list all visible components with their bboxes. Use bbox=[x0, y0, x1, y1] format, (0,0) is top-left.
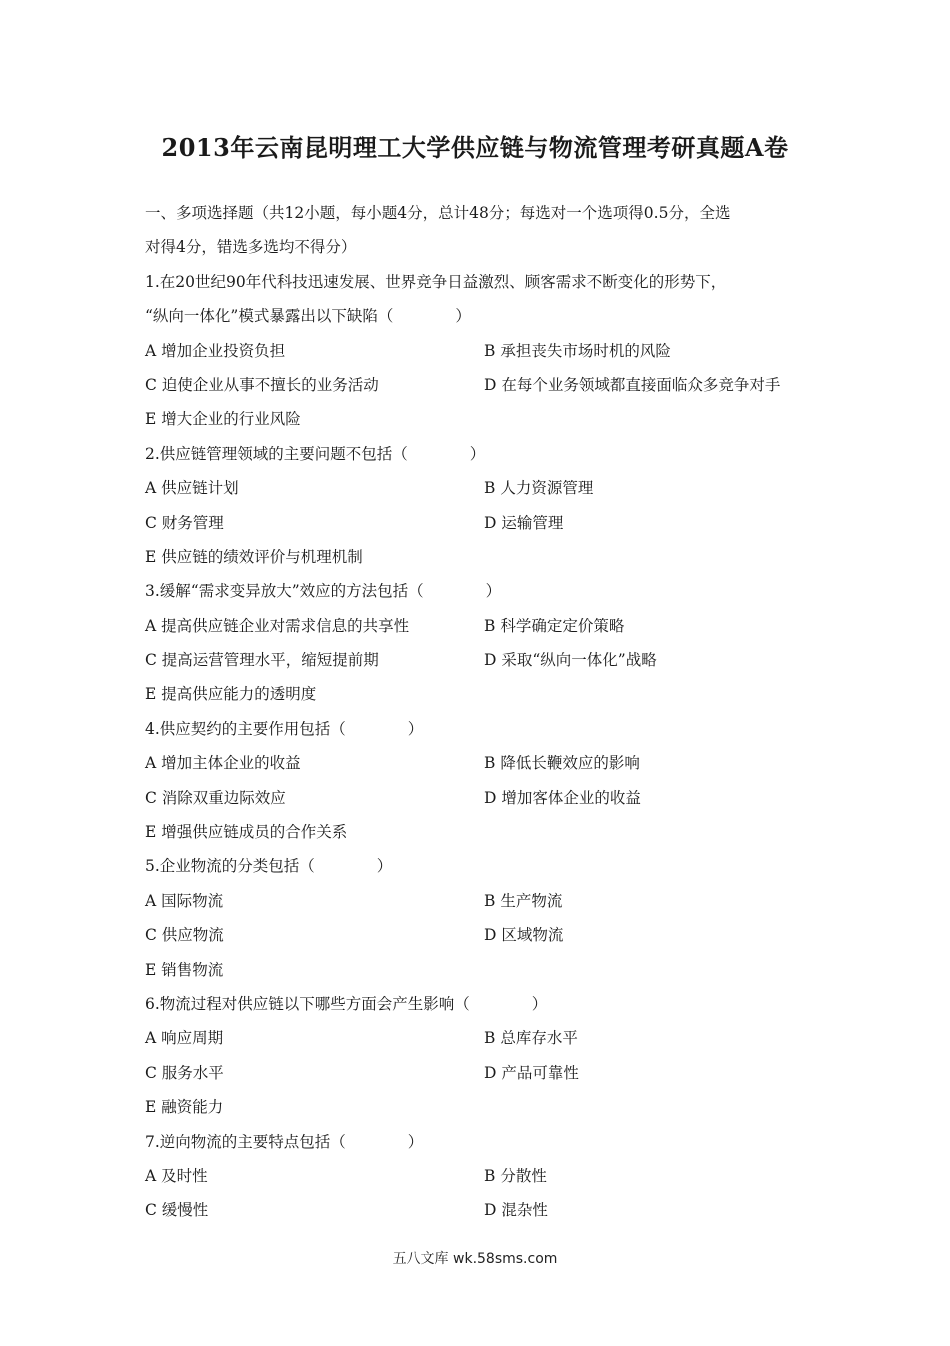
option-a: A 增加主体企业的收益 bbox=[145, 754, 301, 773]
option-a: A 供应链计划 bbox=[145, 479, 239, 498]
option-e: E 融资能力 bbox=[145, 1098, 224, 1117]
question-1-stem-cont: “纵向一体化”模式暴露出以下缺陷（ ） bbox=[145, 307, 471, 326]
question-6-options-ab bbox=[145, 1021, 810, 1055]
question-6-stem: 6.物流过程对供应链以下哪些方面会产生影响（ ） bbox=[145, 994, 548, 1013]
option-b: B 生产物流 bbox=[484, 891, 563, 910]
question-3-options-ab bbox=[145, 609, 810, 643]
option-b: B 分散性 bbox=[484, 1166, 547, 1185]
option-d: D 在每个业务领域都直接面临众多竞争对手 bbox=[484, 375, 781, 394]
question-5-options-ab bbox=[145, 884, 810, 918]
option-b: B 降低长鞭效应的影响 bbox=[484, 754, 640, 773]
option-d: D 混杂性 bbox=[484, 1201, 548, 1220]
option-b: B 科学确定定价策略 bbox=[484, 616, 625, 635]
option-e: E 销售物流 bbox=[145, 960, 224, 979]
option-b: B 总库存水平 bbox=[484, 1029, 578, 1048]
option-b: B 承担丧失市场时机的风险 bbox=[484, 341, 671, 360]
question-5-options-cd bbox=[145, 918, 810, 952]
option-a: A 及时性 bbox=[145, 1166, 208, 1185]
option-c: C 迫使企业从事不擅长的业务活动 bbox=[145, 375, 379, 394]
question-1-stem: 1.在20世纪90年代科技迅速发展、世界竞争日益激烈、顾客需求不断变化的形势下， bbox=[145, 272, 727, 291]
question-3-stem: 3.缓解“需求变异放大”效应的方法包括（ ） bbox=[145, 582, 502, 601]
question-4-options-cd bbox=[145, 781, 810, 815]
question-content bbox=[145, 196, 810, 1228]
question-2-options-ab bbox=[145, 471, 810, 505]
question-7-stem: 7.逆向物流的主要特点包括（ ） bbox=[145, 1132, 424, 1151]
option-c: C 缓慢性 bbox=[145, 1201, 209, 1220]
option-d: D 运输管理 bbox=[484, 513, 564, 532]
question-7-options-ab bbox=[145, 1159, 810, 1193]
option-e: E 供应链的绩效评价与机理机制 bbox=[145, 547, 363, 566]
option-c: C 提高运营管理水平，缩短提前期 bbox=[145, 651, 379, 670]
question-2-options-cd bbox=[145, 506, 810, 540]
option-c: C 财务管理 bbox=[145, 513, 224, 532]
page-footer: 五八文库 wk.58sms.com bbox=[392, 1251, 558, 1267]
question-5-stem: 5.企业物流的分类包括（ ） bbox=[145, 857, 393, 876]
question-1-options-ab bbox=[145, 334, 810, 368]
option-a: A 提高供应链企业对需求信息的共享性 bbox=[145, 616, 410, 635]
option-a: A 国际物流 bbox=[145, 891, 224, 910]
option-e: E 增强供应链成员的合作关系 bbox=[145, 823, 348, 842]
option-c: C 服务水平 bbox=[145, 1063, 224, 1082]
option-d: D 增加客体企业的收益 bbox=[484, 788, 641, 807]
option-e: E 增大企业的行业风险 bbox=[145, 410, 301, 429]
question-3-options-cd bbox=[145, 643, 810, 677]
section-header-cont: 对得4分，错选多选均不得分） bbox=[145, 238, 357, 257]
question-1-options-cd bbox=[145, 368, 810, 402]
question-4-stem: 4.供应契约的主要作用包括（ ） bbox=[145, 719, 424, 738]
question-2-stem: 2.供应链管理领域的主要问题不包括（ ） bbox=[145, 444, 486, 463]
option-d: D 区域物流 bbox=[484, 926, 564, 945]
option-d: D 采取“纵向一体化”战略 bbox=[484, 651, 657, 670]
question-7-options-cd bbox=[145, 1193, 810, 1227]
option-b: B 人力资源管理 bbox=[484, 479, 594, 498]
question-6-options-cd bbox=[145, 1056, 810, 1090]
option-a: A 响应周期 bbox=[145, 1029, 224, 1048]
option-c: C 消除双重边际效应 bbox=[145, 788, 286, 807]
option-e: E 提高供应能力的透明度 bbox=[145, 685, 317, 704]
question-4-options-ab bbox=[145, 746, 810, 780]
option-a: A 增加企业投资负担 bbox=[145, 341, 286, 360]
page-title: 2013年云南昆明理工大学供应链与物流管理考研真题A卷 bbox=[161, 133, 789, 162]
option-c: C 供应物流 bbox=[145, 926, 224, 945]
section-header: 一、多项选择题（共12小题，每小题4分，总计48分；每选对一个选项得0.5分，全选 bbox=[145, 204, 731, 222]
option-d: D 产品可靠性 bbox=[484, 1063, 579, 1082]
